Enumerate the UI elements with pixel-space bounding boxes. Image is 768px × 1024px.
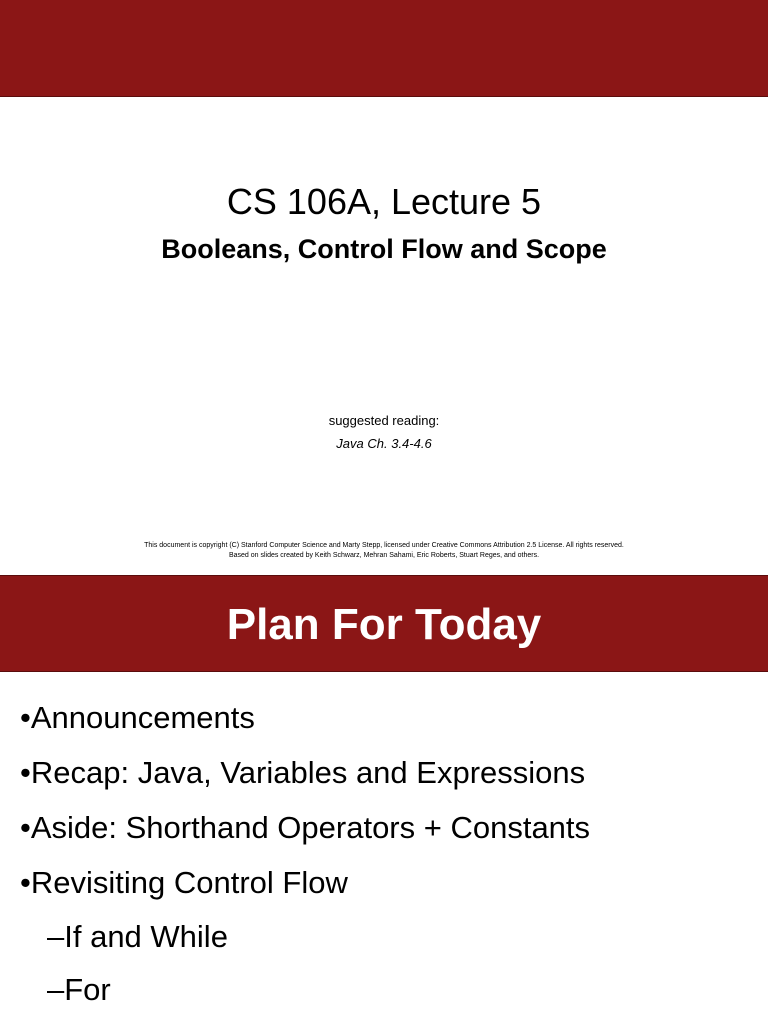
bullet-item: •Announcements: [20, 700, 255, 735]
reading-label: suggested reading:: [328, 413, 440, 428]
copyright-line-2: Based on slides created by Keith Schwarz, Mehran Sahami, Eric Roberts, Stuart Reges, and others.: [228, 552, 540, 559]
title-slide-header-bar: [0, 0, 768, 97]
bullet-item: •Aside: Shorthand Operators + Constants: [20, 810, 591, 845]
sub-bullet-item: –For: [47, 972, 111, 1007]
reading-text: Java Ch. 3.4-4.6: [336, 436, 432, 451]
slide-title: CS 106A, Lecture 5: [226, 181, 542, 222]
copyright-line-1: This document is copyright (C) Stanford Computer Science and Marty Stepp, licensed under Creative Commons Attribution 2.5 License. All rights reserved.: [144, 542, 624, 549]
slide-subtitle: Booleans, Control Flow and Scope: [161, 234, 607, 264]
plan-bullet-list: [20, 690, 760, 1016]
copyright-notice: [0, 541, 768, 561]
bullet-item: •Recap: Java, Variables and Expressions: [20, 755, 586, 790]
sub-bullet-item: –If and While: [47, 919, 228, 954]
plan-slide-title: Plan For Today: [226, 600, 542, 649]
bullet-item: •Revisiting Control Flow: [20, 865, 348, 900]
